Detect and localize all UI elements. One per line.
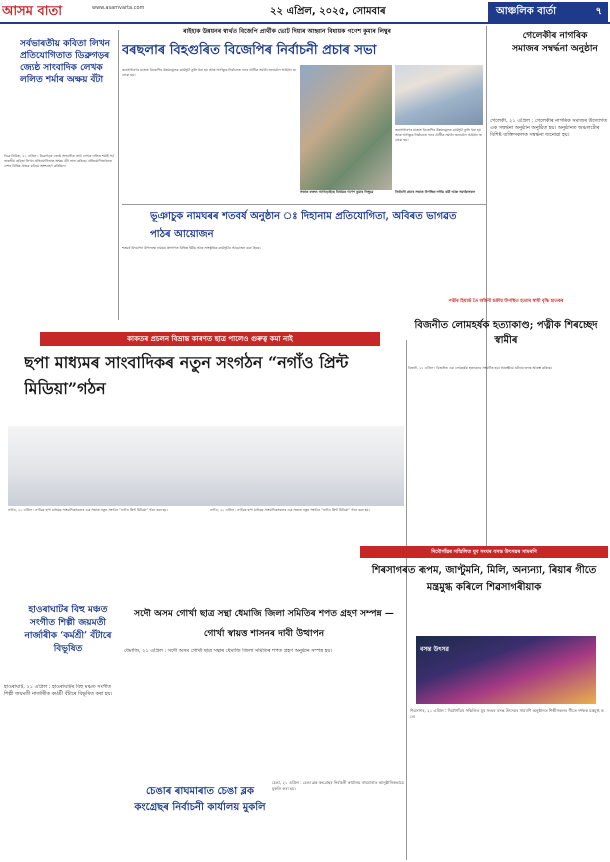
- newspaper-logo: আসম বাতা: [2, 4, 63, 19]
- rally-crowd-photo: [395, 65, 483, 125]
- article-3-headline: গেলেকীৰ নাগৰিক সমাজৰ সম্বৰ্দ্ধনা অনুষ্ঠান: [512, 31, 598, 54]
- article-2-caption-2: নিৰ্বাচনী প্ৰচাৰ সভাত উপস্থিত দলীয় কৰ্মী আৰু সমৰ্থকসকল: [395, 190, 476, 194]
- masthead: [0, 0, 610, 24]
- article-4-body: শতবৰ্ষ উদযাপন উপলক্ষে নামঘৰ প্ৰাংগণত বিভিন্ন ধৰ্মীয় আৰু সাংস্কৃতিক কাৰ্যসূচীৰ আয়োজন কৰা হৈছে।: [122, 246, 261, 250]
- article-10-body: চেঙা, ২১ এপ্ৰিল : চেঙা ব্লক কংগ্ৰেছৰ নিৰ্বাচনী কাৰ্যালয় ৰাঘমাৰাত আনুষ্ঠানিকভাৱে মুকলি কৰা হয়।: [272, 780, 404, 791]
- article-2-headline: বৰছলাৰ বিহগুৰিত বিজেপিৰ নিৰ্বাচনী প্ৰচাৰ সভা: [122, 43, 377, 58]
- article-6-body-cont: নগাঁও, ২১ এপ্ৰিল : নগাঁৱৰ ছপা মাধ্যমৰ সাংবাদিকসকলৰ এক সভাত নতুন সংগঠন “নগাঁও প্ৰিন্ট মিডিয়া” গঠন কৰা হয়।: [210, 508, 370, 512]
- rally-speaker-photo: [300, 65, 392, 190]
- article-1-headline: সৰ্বভাৰতীয় কবিতা লিখন প্ৰতিযোগিতাত ডিব্ৰুগড়ৰ জ্যেষ্ঠ সাংবাদিক লেখক ললিত শৰ্মাৰ অক্ষয় বঁটা: [20, 39, 111, 85]
- article-9-kicker: দিমৌগাঁৱৰ সন্মিলিত যুব সংঘৰ বসন্ত উৎসৱৰ সামৰণি: [360, 546, 608, 558]
- article-2-body-cont: জনসাধাৰণৰ মাজত বিজেপিৰ উন্নয়নমূলক কাৰ্যসূচী তুলি ধৰা হয় আৰু আগন্তুক নিৰ্বাচনত দলৰ প্ৰাৰ্থীক সমৰ্থন জনাবলৈ আহ্বান জনোৱা হয়।: [395, 128, 482, 142]
- rule: [122, 204, 486, 205]
- article-5-headline: বিজনীত লোমহৰ্ষক হত্যাকাণ্ড; পত্নীক শিৰচ্ছেদ স্বামীৰ: [414, 320, 598, 346]
- article-8-body: ধেমাজি, ২১ এপ্ৰিল : সদৌ অসম গোৰ্খা ছাত্ৰ সন্থাৰ ধেমাজি জিলা সমিতিৰ শপত গ্ৰহণ অনুষ্ঠান সম্পন্ন হয়।: [124, 648, 333, 654]
- article-2-body: জনসাধাৰণৰ মাজত বিজেপিৰ উন্নয়নমূলক কাৰ্যসূচী তুলি ধৰা হয় আৰু আগন্তুক নিৰ্বাচনত দলৰ প্ৰাৰ্থীক সমৰ্থন জনাবলৈ আহ্বান জনোৱা হয়।: [122, 68, 296, 77]
- website-url: www.asamvarta.com: [92, 5, 145, 11]
- article-8-headline: সদৌ অসম গোৰ্খা ছাত্ৰ সন্থা ধেমাজি জিলা সমিতিৰ শপত গ্ৰহণ সম্পন্ন — গোৰ্খা স্বায়ত্ত শাসনৰ দাবী উত্থাপন: [134, 609, 394, 639]
- column-divider: [118, 30, 119, 320]
- article-10-headline: চেঙাৰ ৰাঘমাৰাত চেঙা ব্লক কংগ্ৰেছৰ নিৰ্বাচনী কাৰ্যালয় মুকলি: [134, 786, 266, 813]
- article-5-body: বিজনী, ২১ এপ্ৰিল : বিজনীত এক লোমহৰ্ষক হত্যাকাণ্ড সংঘটিত হয়। আৰক্ষীয়ে ঘটনাৰ তদন্ত আৰম্ভ কৰিছে।: [408, 366, 552, 370]
- dateline: ২২ এপ্ৰিল, ২০২৫, সোমবাৰ: [270, 6, 386, 17]
- article-2-caption-1: সভাত বক্তব্য আগবঢ়াইছে বিধায়ক গণেশ কুমাৰ লিম্বুৱে: [300, 190, 374, 194]
- article-6-ribbon: কাকতৰ প্ৰচলন বিভ্ৰান্ত কাৰণত ছাত্ৰ পালেও গুৰুত্ব কমা নাই: [40, 332, 380, 346]
- print-media-group-photo: [8, 426, 404, 506]
- section-tag: [488, 2, 608, 22]
- article-3-body: গেলেকী, ২১ এপ্ৰিল : গেলেকীৰ নাগৰিক সমাজৰ উদ্যোগত এক সম্বৰ্দ্ধনা অনুষ্ঠান অনুষ্ঠিত হয়। অনুষ্ঠানত অঞ্চলটোৰ বিশিষ্ট ব্যক্তিসকলক সম্বৰ্দ্ধনা জনোৱা হয়।: [490, 118, 608, 138]
- article-9-headline: শিৰসাগৰত ৰূপম, জাণ্টুমনি, মিলি, অন্যন্যা, ৰিয়াৰ গীতে মন্ত্ৰমুগ্ধ কৰিলে শিৱসাগৰীয়াক: [371, 565, 597, 593]
- article-7-body: হাওৰাঘাট, ২১ এপ্ৰিল : হাওৰাঘাটৰ বিহু মঞ্চত সংগীত শিল্পী জয়মতী নাৰ্জাৰীক কৰ্মশ্ৰী বঁটাৰে বিভূষিত কৰা হয়।: [4, 684, 113, 697]
- article-4-headline: ভূঞাচুক নামঘৰৰ শতবৰ্ষ অনুষ্ঠান ঃ দিহানাম প্ৰতিযোগিতা, অবিৰত ভাগৱত পাঠৰ আয়োজন: [150, 211, 457, 240]
- page-number: ৭: [595, 6, 602, 17]
- stage-banner-text: বসন্ত উৎসৱ: [420, 646, 449, 653]
- article-1-body: ডিব্ৰু নিউজ, ২১ এপ্ৰিল : ডিব্ৰুগড়ৰ জ্যেষ্ঠ সাংবাদিক তথা লেখক ললিত শৰ্মাই সৰ্বভাৰতীয় কবিতা লিখন প্ৰতিযোগিতাত অক্ষয় বঁটা লাভ কৰিছে। প্ৰতিযোগিতাখনত দেশৰ বিভিন্ন প্ৰান্তৰ কবিয়ে অংশগ্ৰহণ কৰিছিল।: [4, 154, 114, 168]
- article-7-headline: হাওৰাঘাটৰ বিহু মঞ্চত সংগীত শিল্পী জয়মতী নাৰ্জাৰীক ‘কৰ্মশ্ৰী’ বঁটাৰে বিভূষিত: [24, 605, 112, 654]
- article-9-body: শিৱসাগৰ, ২১ এপ্ৰিল : দিমৌগাঁৱৰ সন্মিলিত যুব সংঘৰ বসন্ত উৎসৱৰ সামৰণি অনুষ্ঠানত শিল্পীসকলৰ গীতে দৰ্শকক মন্ত্ৰমুগ্ধ কৰে।: [410, 708, 604, 719]
- article-6-body: নগাঁও, ২১ এপ্ৰিল : নগাঁৱৰ ছপা মাধ্যমৰ সাংবাদিকসকলৰ এক সভাত নতুন সংগঠন “নগাঁও প্ৰিন্ট মিডিয়া” গঠন কৰা হয়।: [8, 508, 168, 512]
- section-name: আঞ্চলিক বাৰ্তা: [496, 6, 557, 17]
- article-2-kicker: ৰাইহাক উন্নয়নৰ স্বাৰ্থত বিজেপি প্ৰাৰ্থীক ভোট দিয়াৰ আহ্বান বিধায়ক গণেশ কুমাৰ লিম্বুৰ: [183, 28, 391, 35]
- article-5-kicker: পত্নীৰ হিয়াৰ্ড তৈ আঁচনী চক্ৰীয় উপস্থিত হত্যাৰ স্বামী বৃদ্ধি হাতকৰ: [448, 299, 564, 304]
- article-6-headline: ছপা মাধ্যমৰ সাংবাদিকৰ নতুন সংগঠন “নগাঁও প্ৰিন্ট মিডিয়া”গঠন: [24, 353, 349, 398]
